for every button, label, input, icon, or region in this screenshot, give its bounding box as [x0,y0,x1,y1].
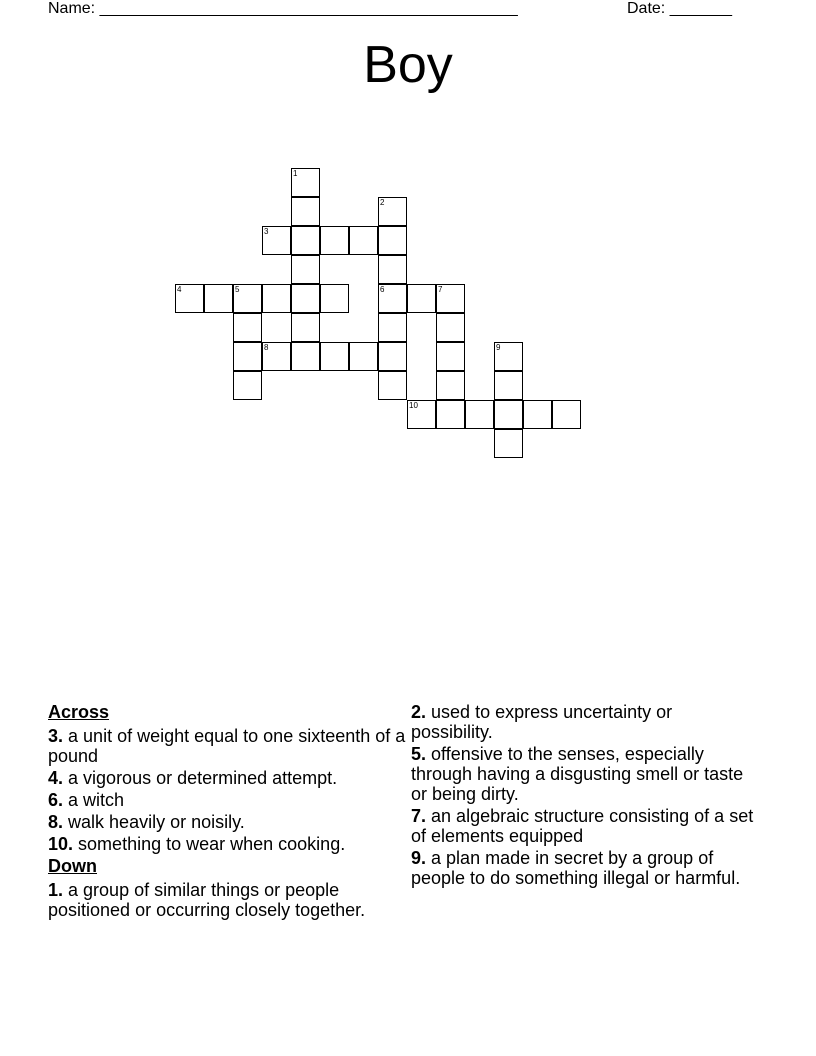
crossword-cell[interactable] [436,371,465,400]
crossword-cell[interactable] [291,226,320,255]
crossword-cell[interactable] [436,342,465,371]
crossword-cell[interactable] [291,342,320,371]
crossword-cell[interactable] [407,284,436,313]
name-field-label: Name: _______________________________________________ [48,0,518,17]
crossword-cell[interactable] [436,313,465,342]
crossword-cell[interactable] [320,342,349,371]
crossword-cell[interactable] [175,284,204,313]
crossword-cell[interactable] [291,255,320,284]
crossword-cell[interactable] [262,342,291,371]
crossword-cell[interactable] [523,400,552,429]
cell-number: 3 [264,227,269,236]
crossword-cell[interactable] [262,284,291,313]
crossword-cell[interactable] [233,342,262,371]
crossword-cell[interactable] [349,226,378,255]
crossword-cell[interactable] [378,313,407,342]
cell-number: 8 [264,343,269,352]
across-clue: 4. a vigorous or determined attempt. [48,768,338,788]
crossword-cell[interactable] [494,429,523,458]
cell-number: 1 [293,169,298,178]
across-clue: 6. a witch [48,790,125,810]
crossword-cell[interactable] [320,226,349,255]
crossword-grid [0,0,816,500]
crossword-cell[interactable] [204,284,233,313]
across-clue: 8. walk heavily or noisily. [48,812,245,832]
across-heading: Across [48,702,110,722]
crossword-cell[interactable] [320,284,349,313]
crossword-cell[interactable] [233,313,262,342]
cell-number: 5 [235,285,240,294]
cell-number: 4 [177,285,182,294]
cell-number: 7 [438,285,443,294]
across-clue: 10. something to wear when cooking. [48,834,346,854]
crossword-cell[interactable] [436,284,465,313]
crossword-cell[interactable] [378,197,407,226]
crossword-cell[interactable] [552,400,581,429]
crossword-cell[interactable] [233,371,262,400]
cell-number: 9 [496,343,501,352]
crossword-cell[interactable] [378,226,407,255]
cell-number: 10 [409,401,418,410]
clues-right-column [411,702,756,890]
date-field-label: Date: _______ [627,0,732,17]
crossword-cell[interactable] [378,284,407,313]
crossword-cell[interactable] [407,400,436,429]
crossword-cell[interactable] [494,342,523,371]
cell-number: 6 [380,285,385,294]
crossword-cell[interactable] [494,400,523,429]
crossword-cell[interactable] [378,371,407,400]
crossword-cell[interactable] [262,226,291,255]
crossword-cell[interactable] [378,255,407,284]
down-clue: 2. used to express uncertainty or possibility. [411,702,673,742]
down-clue: 1. a group of similar things or people positioned or occurring closely together. [48,880,366,920]
crossword-cell[interactable] [494,371,523,400]
crossword-cell[interactable] [465,400,494,429]
crossword-cell[interactable] [436,400,465,429]
crossword-cell[interactable] [291,197,320,226]
crossword-cell[interactable] [291,284,320,313]
crossword-cell[interactable] [349,342,378,371]
down-clue: 5. offensive to the senses, especially through having a disgusting smell or taste or being dirty. [411,744,744,804]
down-clue: 9. a plan made in secret by a group of people to do something illegal or harmful. [411,848,741,888]
crossword-cell[interactable] [378,342,407,371]
crossword-cell[interactable] [233,284,262,313]
down-heading: Down [48,856,97,876]
down-clue: 7. an algebraic structure consisting of a set of elements equipped [411,806,754,846]
crossword-cell[interactable] [291,168,320,197]
clues-left-column [48,702,410,922]
across-clue: 3. a unit of weight equal to one sixteenth of a pound [48,726,406,766]
page-title: Boy [363,36,453,94]
crossword-cell[interactable] [291,313,320,342]
cell-number: 2 [380,198,385,207]
